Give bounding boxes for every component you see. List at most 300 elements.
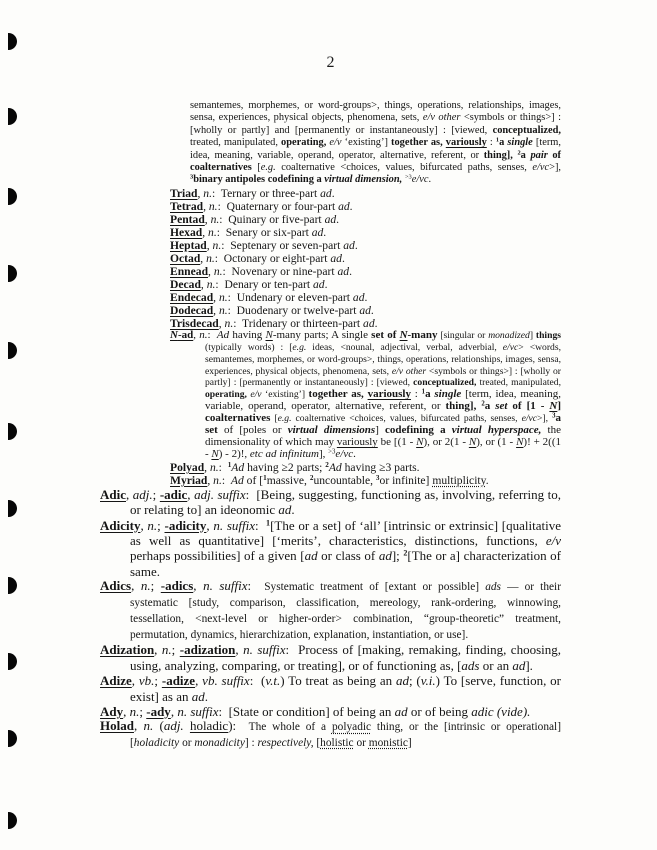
text-run: monadized (488, 329, 530, 341)
text-run: thing, or the [intrinsic or operational] [ (130, 721, 561, 750)
text-run: ad (304, 548, 318, 564)
text-run: : (218, 460, 228, 474)
entry-decad (170, 278, 561, 291)
text-run: n. (206, 251, 215, 265)
binding-mark (8, 653, 17, 670)
text-run: ) To treat as being an (280, 673, 396, 689)
text-run: -ad (177, 328, 194, 341)
text-run: or an (479, 657, 513, 673)
text-run: ; (139, 704, 147, 720)
text-run: ‘existing’] (261, 389, 309, 401)
text-run: Trisdecad (170, 316, 219, 330)
text-run: : Ternary or three-part (211, 186, 321, 200)
text-run: perhaps possibilities] of a given [ (130, 548, 305, 564)
text-run: , (213, 303, 219, 317)
text-run: [ (270, 413, 278, 425)
text-run: codefining a (385, 424, 452, 437)
text-run: . (374, 316, 378, 330)
text-run: : Quinary or five-part (219, 212, 325, 226)
text-run: -adize (161, 673, 196, 689)
text-run: : Undenary or eleven-part (227, 290, 353, 304)
text-run: together as, (391, 137, 446, 149)
text-run: n. (206, 277, 216, 291)
text-run: e.g. (277, 413, 292, 425)
text-run: 2 (517, 149, 521, 157)
text-run: n. (209, 460, 219, 474)
text-run: things (535, 329, 561, 341)
text-run: ; (154, 673, 162, 689)
binding-mark (8, 577, 17, 594)
text-run: N (265, 328, 273, 341)
text-run: : Process of [making, remaking, finding, choosing, using, analyzing, comparing, or treating], or of functioning as, [ (130, 642, 561, 673)
text-run: , (123, 704, 130, 720)
entry-octad (170, 252, 561, 265)
text-run: . (204, 688, 208, 704)
text-run: vb. suffix (202, 673, 250, 689)
text-run: : (486, 137, 496, 149)
text-run: binary antipoles codefining a (193, 174, 325, 186)
text-run: -adization (179, 642, 236, 658)
text-run: coalternative <choices, values, bifurcated paths, senses, (291, 413, 522, 425)
text-run: ad (312, 277, 325, 291)
text-run: , (208, 264, 214, 278)
text-run: n. (203, 186, 212, 200)
text-run: ]; (391, 548, 404, 564)
text-run: multiplicity (432, 473, 486, 487)
text-run: e.g. (292, 341, 307, 353)
text-run: a (484, 400, 496, 413)
entry-adize (100, 673, 561, 704)
text-run: . (370, 303, 374, 317)
entry-adic (100, 487, 561, 518)
text-run: adj. (132, 486, 153, 502)
continued-entry (190, 100, 561, 187)
text-run: , (218, 316, 225, 330)
text-run: : Novenary or nine-part (222, 264, 338, 278)
text-run: ad (359, 303, 371, 317)
entry-endecad (170, 291, 561, 304)
text-run: : Denary or ten-part (215, 277, 313, 291)
text-run: conceptualized, (492, 124, 561, 136)
text-run: , (206, 517, 214, 533)
text-run: or (179, 737, 195, 750)
text-run: Holad (100, 718, 134, 734)
text-run: ; (171, 642, 180, 658)
text-run: e.g. (260, 162, 276, 174)
text-run: , (204, 460, 210, 474)
text-run: : Septenary or seven-part (221, 238, 344, 252)
text-run: holadicity (133, 737, 180, 750)
text-run: [ (251, 162, 261, 174)
text-run: e/vc (335, 447, 354, 460)
text-run: of [ (243, 473, 264, 487)
text-run: , (235, 642, 244, 658)
text-run: or (353, 737, 369, 750)
text-run: Adize (100, 673, 132, 689)
text-run: Pentad (170, 212, 205, 226)
text-run: [term, idea, meaning, variable, operand, operator, alternative, referent, or (205, 388, 561, 413)
text-run: ad (395, 673, 409, 689)
text-run: 1 (495, 136, 500, 144)
binding-mark (8, 500, 17, 517)
text-run: <symbols or things>] : [wholly or partly] and [permanently or instantaneously] : [viewed, (190, 112, 561, 136)
text-run: adj. suffix (194, 486, 246, 502)
text-run: monadicity (194, 737, 245, 750)
text-run: ad (337, 264, 350, 278)
text-run: , (200, 251, 207, 265)
text-run: Ad (231, 460, 245, 474)
text-run: treated, manipulated, (190, 137, 282, 149)
text-run: e/vc (521, 413, 538, 425)
text-run: -ady (146, 704, 171, 720)
text-run: e/vc (502, 341, 519, 353)
text-run: ] (375, 424, 386, 437)
text-run: operating, (281, 137, 327, 149)
entry-myriad (170, 474, 561, 487)
binding-mark (8, 342, 17, 359)
entry-triad (170, 187, 561, 200)
text-run: 2 (309, 473, 314, 482)
text-run: ; (150, 578, 161, 594)
text-run: ; (152, 486, 160, 502)
text-run: of coalternatives (190, 149, 561, 174)
text-run: , (131, 578, 141, 594)
text-run: ideas, <nounal, adjectival, verbal, adverbial, (306, 341, 503, 353)
text-run: Dodecad (170, 303, 214, 317)
text-run: Hexad (170, 225, 203, 239)
text-run: having ≥3 parts. (341, 460, 420, 474)
text-run: be [(1 - (377, 436, 417, 448)
text-run: vb. (138, 673, 155, 689)
text-run: 1 (263, 473, 267, 482)
text-run: Polyad (170, 460, 205, 474)
text-run: : (247, 578, 265, 594)
entry-n-ad (170, 330, 561, 461)
text-run: semantemes, morphemes, or word-groups>, things, operations, relationships, images, sensa, experiences, physical objects, phenomena, sets, (190, 100, 561, 124)
text-run: n. (208, 225, 217, 239)
text-run: respectively, (257, 737, 314, 750)
text-run: . (428, 174, 432, 186)
binding-mark (8, 188, 17, 205)
text-run: 2 (325, 460, 329, 469)
text-run: ; (157, 517, 165, 533)
text-run: Triad (170, 186, 198, 200)
text-run: , (202, 225, 209, 239)
text-run: The whole of a (248, 721, 332, 734)
text-run: 1 (421, 388, 426, 396)
text-run: ad (363, 316, 375, 330)
text-run: . (349, 199, 353, 213)
text-run: ad (394, 704, 408, 720)
text-run: (typically words) : [ (205, 341, 293, 353)
text-run: . (364, 290, 368, 304)
text-run: )! + 2((1 - (205, 436, 562, 460)
text-run: >], (537, 413, 553, 425)
entry-tetrad (170, 200, 561, 213)
entry-ennead (170, 265, 561, 278)
text-run: N (416, 436, 424, 448)
text-run: n. (147, 517, 158, 533)
text-run: , (207, 473, 214, 487)
text-run: ], (318, 447, 329, 460)
text-run: , (195, 673, 203, 689)
text-run: . (341, 251, 345, 265)
text-run: , (193, 578, 204, 594)
text-run: , (200, 277, 207, 291)
text-run: , (154, 642, 162, 658)
text-run: 2 (481, 400, 485, 408)
text-run: Systematic treatment of [extant or possible] (264, 581, 486, 594)
text-run: operating, (205, 389, 247, 401)
text-run: : (207, 328, 217, 341)
text-run: adj. (163, 718, 184, 734)
text-run: n. (212, 238, 222, 252)
text-run: [term, idea, meaning, variable, operand, operator, alternative, referent, or (190, 137, 561, 161)
text-run: : Octonary or eight-part (214, 251, 331, 265)
text-run: , (193, 328, 200, 341)
text-run: ad (311, 225, 324, 239)
text-run: , (140, 517, 148, 533)
text-run: n. (213, 473, 222, 487)
text-run: the dimensionality of which may (205, 424, 561, 448)
text-run: N (399, 328, 408, 341)
text-run: . (353, 447, 356, 460)
text-run: or infinite] (379, 473, 433, 487)
text-run: -adics (160, 578, 194, 594)
text-run: or class of (317, 548, 379, 564)
text-run: Adic (100, 486, 126, 502)
page-number: 2 (326, 54, 335, 71)
text-run: e/v other (391, 365, 427, 377)
text-run: n. (208, 199, 218, 213)
text-run: holistic (320, 737, 354, 750)
text-run: holadic (189, 718, 229, 734)
text-run: e/vc (532, 162, 550, 174)
text-run: N (211, 447, 219, 460)
text-run: Ad (216, 328, 230, 341)
text-run: ads (461, 657, 480, 673)
text-run: Adization (100, 642, 155, 658)
text-run: . (323, 225, 327, 239)
text-run: , (213, 290, 219, 304)
text-run: virtual hyperspace, (451, 424, 542, 437)
text-run: n. suffix (243, 642, 286, 658)
text-run: : (410, 388, 422, 401)
text-run: ]. (525, 657, 533, 673)
text-run: Myriad (170, 473, 208, 487)
text-run: n. suffix (177, 704, 219, 720)
text-run: n. (199, 328, 208, 341)
text-run: . (354, 238, 358, 252)
text-run: , (206, 238, 213, 252)
text-run: , (204, 212, 211, 226)
text-run: Adics (100, 578, 132, 594)
text-run: >], (549, 162, 561, 174)
text-run: e/v other (422, 112, 461, 124)
text-run: . (485, 473, 489, 487)
text-run: ] : (244, 737, 258, 750)
text-run: ad (191, 688, 205, 704)
text-run: [The or a set] of ‘all’ [intrinsic or extrinsic] [qualitative as well as quantitative] [‘merits’, characteristics, distinctions, functions, (130, 517, 561, 549)
text-run: ) To [serve, function, or exist] as an (130, 673, 562, 704)
text-run: n. (161, 642, 172, 658)
text-run: n. suffix (203, 578, 248, 594)
text-run: : [State or condition] of being an (218, 704, 395, 720)
text-run: of [1 - (507, 400, 550, 413)
text-run: , (133, 718, 144, 734)
text-run: ad (338, 199, 350, 213)
text-run: variously (367, 388, 411, 401)
text-run: virtual dimensions (287, 424, 376, 437)
text-run: : Senary or six-part (216, 225, 312, 239)
text-run: . (291, 502, 295, 518)
text-run: of [poles or (217, 424, 288, 437)
text-run: n. (140, 578, 151, 594)
text-run: . (324, 277, 328, 291)
binding-mark (8, 730, 17, 747)
text-run: , (203, 199, 209, 213)
text-run: N (516, 436, 524, 448)
text-run: : Tridenary or thirteen-part (233, 316, 364, 330)
entry-adization (100, 642, 561, 673)
text-run: variously (336, 436, 378, 448)
text-run: a (520, 149, 531, 161)
text-run: thing], (445, 400, 477, 413)
text-run: [singular or (437, 329, 489, 341)
text-run: Octad (170, 251, 201, 265)
text-run: adic (vide). (471, 704, 531, 720)
text-run: e/v (329, 137, 342, 149)
entry-hexad (170, 226, 561, 239)
text-run: e/vc (411, 174, 429, 186)
text-run: thing], (483, 149, 513, 161)
text-run: set (495, 400, 508, 413)
text-run: ad (352, 290, 365, 304)
text-run: ), or 2(1 - (423, 436, 469, 448)
text-run: monistic (368, 737, 408, 750)
text-run: ] (529, 329, 536, 341)
text-run: ), or (1 - (476, 436, 517, 448)
text-run: ): (228, 718, 249, 734)
entry-polyad (170, 461, 561, 474)
text-run: N (170, 328, 178, 341)
text-run: > <words, semantemes, morphemes, or word-groups>, things, operations, relationships, images, sensa, experiences, physical objects, phenomena, sets, (205, 341, 562, 377)
text-run: : (255, 517, 267, 533)
text-run: variously (445, 137, 487, 149)
text-run: together as, (308, 388, 368, 401)
text-run: 3 (552, 412, 556, 420)
text-run: v.i. (420, 673, 436, 689)
text-run: . (349, 264, 352, 278)
text-run: : Duodenary or twelve-part (227, 303, 360, 317)
text-run: n. (224, 316, 234, 330)
text-run: n. (218, 303, 228, 317)
text-run: : ( (249, 673, 266, 689)
text-run: : (221, 473, 231, 487)
text-run: N (549, 400, 558, 413)
text-run: n. (210, 212, 220, 226)
text-run: -many parts; A single (272, 328, 372, 341)
text-run: , (197, 186, 204, 200)
text-run: single (434, 388, 462, 401)
text-run: Decad (170, 277, 201, 291)
text-run: ads (485, 581, 501, 594)
text-run: having ≥2 parts; (244, 460, 326, 474)
text-run: v.t. (265, 673, 281, 689)
text-run: : Quaternary or four-part (217, 199, 339, 213)
text-run: , (126, 486, 133, 502)
text-run: >3 (404, 173, 412, 181)
text-run: [The or a] characterization of same. (130, 548, 561, 579)
text-run: -adic (159, 486, 188, 502)
entry-pentad (170, 213, 561, 226)
text-run: a (425, 388, 435, 401)
text-run: n. suffix (213, 517, 255, 533)
text-run: ad (343, 238, 355, 252)
text-run: virtual dimension, (324, 174, 403, 186)
text-run: Adicity (100, 517, 141, 533)
text-run: >3 (328, 448, 336, 456)
text-run: 1 (266, 518, 271, 528)
text-run: -many (407, 328, 438, 341)
text-run: -adicity (164, 517, 207, 533)
text-run: n. (129, 704, 140, 720)
text-run: coalternative <choices, values, bifurcated paths, senses, (275, 162, 533, 174)
text-run: Ennead (170, 264, 209, 278)
text-run: , (131, 673, 139, 689)
text-run: ] coalternatives (205, 400, 561, 425)
text-run: n. (218, 290, 228, 304)
text-run: ; ( (408, 673, 421, 689)
text-run: Ad (328, 460, 342, 474)
text-run: uncountable, (313, 473, 376, 487)
text-run: . (336, 212, 340, 226)
text-run: treated, manipulated, (476, 377, 562, 389)
text-run: 2 (403, 549, 408, 559)
text-run: : [Being, suggesting, functioning as, involving, referring to, or relating to] an ideonomic (130, 486, 562, 518)
text-run: pair (530, 149, 548, 161)
text-run: conceptualized, (413, 377, 477, 389)
text-run: having (229, 328, 266, 341)
text-run: — or their systematic [study, comparison, classification, mereology, rank-ordering, winnowing, tessellation, <next-level or higher-order> combination, “group-theoretic” treatment, permutation, dynamics, hierarchization, explanation, instantiation, or use]. (130, 581, 561, 641)
text-run: ad (324, 212, 337, 226)
text-run: . (331, 186, 335, 200)
text-run: Endecad (170, 290, 214, 304)
text-run: or of being (407, 704, 472, 720)
text-run: Ad (230, 473, 244, 487)
entry-dodecad (170, 304, 561, 317)
text-run: [ (313, 737, 321, 750)
text-run: etc ad infinitum (249, 447, 319, 460)
binding-mark (8, 265, 17, 282)
text-run: e/v (545, 533, 561, 549)
text-run: ad (330, 251, 342, 265)
text-run: , (170, 704, 178, 720)
text-run: polyadic (331, 721, 372, 734)
binding-mark (8, 108, 17, 125)
binding-mark (8, 423, 17, 440)
text-run: a set (205, 412, 561, 437)
entry-ady (100, 704, 561, 719)
text-run: 3 (375, 473, 380, 482)
entry-adicity (100, 518, 561, 580)
text-run: Tetrad (170, 199, 204, 213)
text-run: <symbols or things>] : [wholly or partly] : [permanently or instantaneously] : [viewed, (205, 365, 562, 389)
text-run: ad (320, 186, 332, 200)
text-run: e/v (250, 389, 262, 401)
text-run: a (499, 137, 508, 149)
binding-mark (8, 33, 17, 50)
